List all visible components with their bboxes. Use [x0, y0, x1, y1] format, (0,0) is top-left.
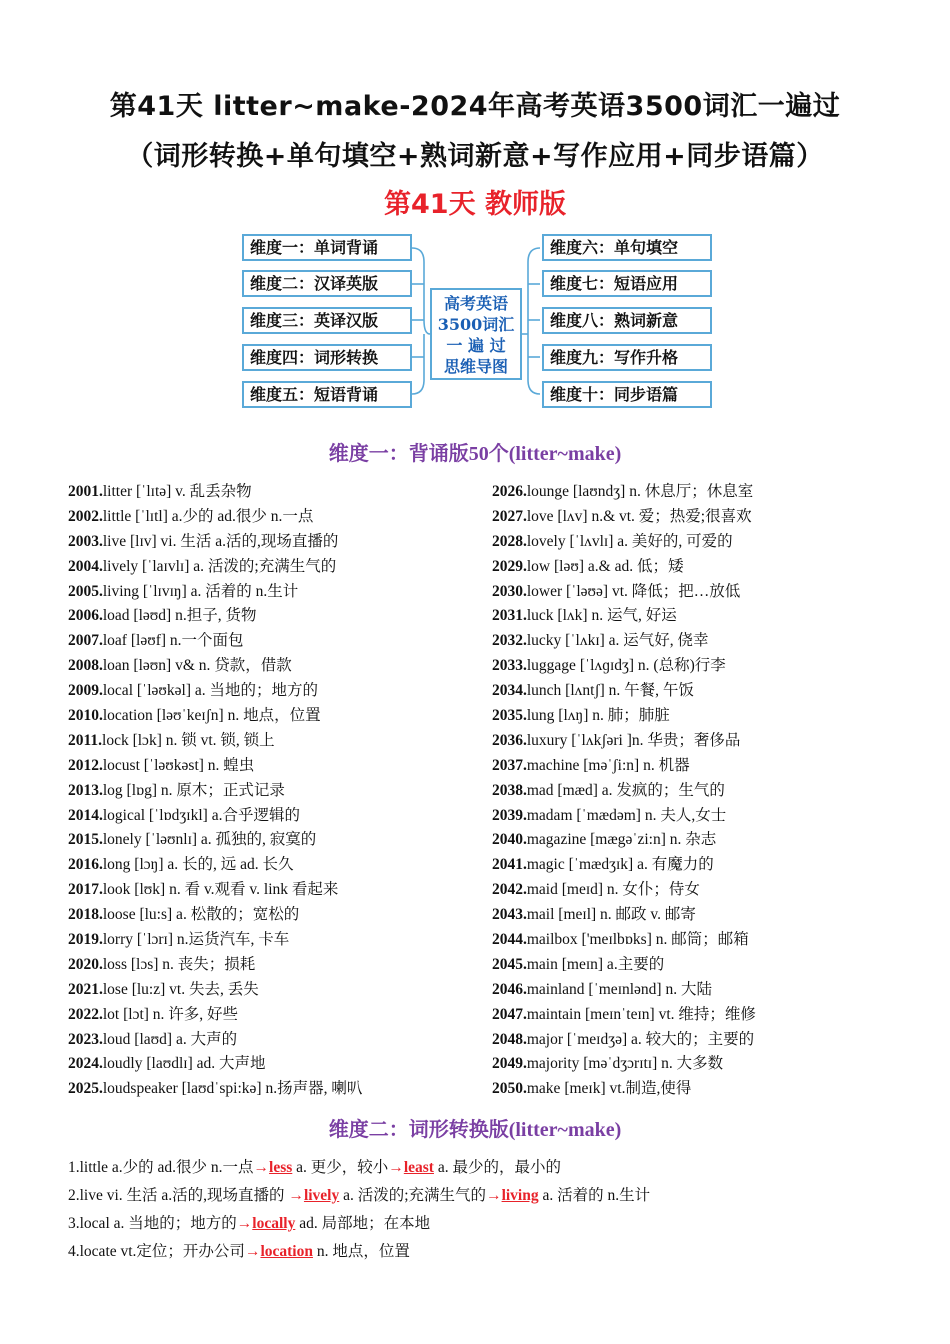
word-entry — [68, 1077, 478, 1102]
word-text: machine [məˈʃi:n] n. 机器 — [526, 756, 690, 774]
mindmap-node-10: 维度十：同步语篇 — [542, 381, 712, 408]
conversion-line — [68, 1154, 928, 1182]
word-entry — [492, 978, 912, 1003]
word-text: low [ləʊ] a.& ad. 低；矮 — [526, 557, 684, 575]
word-number: 2008. — [68, 657, 103, 675]
word-number: 2022. — [68, 1005, 103, 1023]
word-number: 2026. — [492, 483, 527, 500]
word-entry — [68, 853, 478, 878]
word-text: live [lɪv] vi. 生活 a.活的,现场直播的 — [102, 532, 339, 550]
word-number: 2016. — [68, 856, 103, 874]
word-text: mainland [ˈmeɪnlənd] n. 大陆 — [526, 980, 712, 998]
word-entry — [492, 779, 912, 804]
word-text: mailbox ['meɪlbɒks] n. 邮筒；邮箱 — [526, 931, 749, 949]
word-text: maid [meɪd] n. 女仆；侍女 — [526, 881, 700, 899]
word-text: major [ˈmeɪdʒə] a. 较大的；主要的 — [526, 1030, 755, 1048]
word-text: lose [lu:z] vt. 失去, 丢失 — [102, 980, 259, 998]
mindmap-center-line: 高考英语 — [443, 294, 508, 313]
word-text: lonely [ˈləʊnlɪ] a. 孤独的, 寂寞的 — [102, 831, 317, 849]
word-text: magazine [mægəˈzi:n] n. 杂志 — [526, 831, 717, 849]
word-number: 2038. — [492, 781, 527, 799]
word-entry — [68, 555, 478, 580]
word-entry — [492, 1052, 912, 1077]
word-number: 2005. — [68, 582, 103, 600]
word-entry — [68, 505, 478, 530]
word-entry — [68, 679, 478, 704]
word-number: 2046. — [492, 980, 527, 998]
word-entry — [492, 754, 912, 779]
word-number: 2004. — [68, 557, 103, 575]
mindmap-node-6: 维度六：单句填空 — [542, 234, 712, 261]
mindmap-node-2: 维度二：汉译英版 — [242, 270, 412, 297]
word-entry — [68, 604, 478, 629]
word-text: make [meɪk] vt.制造,使得 — [526, 1080, 692, 1098]
word-entry — [68, 1052, 478, 1077]
word-number: 2036. — [492, 731, 527, 749]
conversion-line — [68, 1238, 928, 1266]
word-text: luck [lʌk] n. 运气, 好运 — [526, 607, 677, 625]
word-number: 2018. — [68, 906, 103, 924]
word-entry — [68, 480, 478, 505]
word-text: mail [meɪl] n. 邮政 v. 邮寄 — [526, 906, 696, 924]
word-text: lower [ˈləʊə] vt. 降低；把…放低 — [526, 582, 741, 600]
word-number: 2003. — [68, 532, 103, 550]
conversion-source: 3.local a. 当地的；地方的 — [68, 1215, 237, 1232]
word-number: 2009. — [68, 682, 103, 700]
mindmap-center — [430, 288, 522, 380]
conversion-meaning: ad. 局部地；在本地 — [295, 1215, 431, 1232]
word-number: 2039. — [492, 806, 527, 824]
word-entry — [492, 580, 912, 605]
word-entry — [68, 828, 478, 853]
word-text: loud [laʊd] a. 大声的 — [102, 1030, 238, 1048]
mindmap-node-8: 维度八：熟词新意 — [542, 307, 712, 334]
word-text: lounge [laʊndʒ] n. 休息厅；休息室 — [526, 483, 754, 500]
word-number: 2025. — [68, 1080, 103, 1098]
word-number: 2030. — [492, 582, 527, 600]
word-entry — [492, 604, 912, 629]
word-entry — [68, 729, 478, 754]
word-number: 2032. — [492, 632, 527, 650]
word-text: madam [ˈmædəm] n. 夫人,女士 — [526, 806, 727, 824]
conversion-answer: living — [501, 1187, 539, 1204]
word-number: 2028. — [492, 532, 527, 550]
page-subtitle: 第41天 教师版 — [384, 189, 566, 220]
word-entry — [68, 804, 478, 829]
word-entry — [68, 629, 478, 654]
word-number: 2007. — [68, 632, 103, 650]
word-number: 2034. — [492, 682, 527, 700]
word-number: 2017. — [68, 881, 103, 899]
word-entry — [492, 953, 912, 978]
arrow-icon: → — [253, 1159, 270, 1176]
word-entry — [492, 1028, 912, 1053]
word-text: load [ləʊd] n.担子, 货物 — [102, 607, 257, 625]
word-list-right — [492, 480, 912, 1102]
word-text: lung [lʌŋ] n. 肺；肺脏 — [526, 707, 670, 725]
word-number: 2043. — [492, 906, 527, 924]
word-number: 2021. — [68, 980, 103, 998]
word-text: mad [mæd] a. 发疯的；生气的 — [526, 781, 725, 799]
word-entry — [68, 928, 478, 953]
word-entry — [68, 580, 478, 605]
word-entry — [492, 629, 912, 654]
word-number: 2019. — [68, 931, 103, 949]
conversion-answer: locally — [252, 1215, 296, 1232]
word-number: 2020. — [68, 955, 103, 973]
word-number: 2001. — [68, 483, 103, 500]
word-text: long [lɔŋ] a. 长的, 远 ad. 长久 — [102, 856, 294, 874]
mindmap-node-3: 维度三：英译汉版 — [242, 307, 412, 334]
conversion-list — [68, 1154, 928, 1266]
word-number: 2049. — [492, 1055, 527, 1073]
word-number: 2042. — [492, 881, 527, 899]
word-text: little [ˈlɪtl] a.少的 ad.很少 n.一点 — [102, 507, 314, 525]
word-number: 2013. — [68, 781, 103, 799]
word-text: loudspeaker [laʊdˈspi:kə] n.扬声器, 喇叭 — [102, 1080, 363, 1098]
word-number: 2015. — [68, 831, 103, 849]
arrow-icon: → — [244, 1243, 261, 1260]
arrow-icon: → — [236, 1215, 253, 1232]
word-entry — [68, 754, 478, 779]
word-number: 2037. — [492, 756, 527, 774]
word-text: local [ˈləʊkəl] a. 当地的；地方的 — [102, 682, 318, 700]
word-text: lucky [ˈlʌkɪ] a. 运气好, 侥幸 — [526, 632, 709, 650]
word-text: loudly [laʊdlɪ] ad. 大声地 — [102, 1055, 266, 1073]
word-entry — [492, 505, 912, 530]
word-number: 2040. — [492, 831, 527, 849]
word-text: main [meɪn] a.主要的 — [526, 955, 665, 973]
word-entry — [492, 878, 912, 903]
conversion-answer: least — [403, 1159, 434, 1176]
arrow-icon: → — [486, 1187, 502, 1204]
word-number: 2050. — [492, 1080, 527, 1098]
word-text: majority [məˈdʒɔrɪtɪ] n. 大多数 — [526, 1055, 724, 1073]
word-entry — [492, 679, 912, 704]
word-number: 2006. — [68, 607, 103, 625]
mindmap-center-line: 3500词汇 — [437, 315, 515, 334]
word-entry — [492, 828, 912, 853]
mindmap-node-5: 维度五：短语背诵 — [242, 381, 412, 408]
mindmap-node-7: 维度七：短语应用 — [542, 270, 712, 297]
word-number: 2002. — [68, 507, 103, 525]
word-entry — [68, 978, 478, 1003]
word-entry — [492, 853, 912, 878]
word-text: look [lʊk] n. 看 v.观看 v. link 看起来 — [102, 881, 339, 899]
conversion-answer: less — [269, 1159, 293, 1176]
word-number: 2033. — [492, 657, 527, 675]
word-text: lovely [ˈlʌvlɪ] a. 美好的, 可爱的 — [526, 532, 733, 550]
word-entry — [492, 654, 912, 679]
page-title-line2: （词形转换+单句填空+熟词新意+写作应用+同步语篇） — [126, 141, 824, 172]
word-number: 2041. — [492, 856, 527, 874]
word-entry — [68, 530, 478, 555]
section-heading-2: 维度二：词形转换版(litter~make) — [328, 1119, 622, 1141]
word-entry — [68, 903, 478, 928]
mindmap-center-line: 思维导图 — [443, 357, 508, 376]
word-text: loss [lɔs] n. 丧失；损耗 — [102, 955, 256, 973]
word-entry — [492, 480, 912, 505]
word-entry — [492, 928, 912, 953]
word-text: luxury [ˈlʌkʃəri ]n. 华贵；奢侈品 — [526, 731, 741, 749]
conversion-answer: location — [260, 1243, 313, 1260]
conversion-source: 2.live vi. 生活 a.活的,现场直播的 — [68, 1187, 289, 1204]
word-entry — [492, 1077, 912, 1102]
word-text: locust [ˈləʊkəst] n. 蝗虫 — [102, 756, 255, 774]
word-entry — [68, 1028, 478, 1053]
word-text: love [lʌv] n.& vt. 爱；热爱;很喜欢 — [526, 507, 752, 525]
word-number: 2044. — [492, 931, 527, 949]
arrow-icon: → — [288, 1187, 304, 1204]
word-text: maintain [meɪnˈteɪn] vt. 维持；维修 — [526, 1005, 756, 1023]
word-entry — [68, 654, 478, 679]
word-number: 2048. — [492, 1030, 527, 1048]
word-number: 2035. — [492, 707, 527, 725]
word-text: litter [ˈlɪtə] v. 乱丢杂物 — [102, 483, 252, 500]
word-entry — [492, 530, 912, 555]
word-text: lock [lɔk] n. 锁 vt. 锁, 锁上 — [102, 731, 275, 749]
page-title: 第41天 litter~make-2024年高考英语3500词汇一遍过 — [109, 91, 841, 122]
mindmap-center-line: 一 遍 过 — [446, 336, 506, 355]
word-text: log [lɒg] n. 原木；正式记录 — [102, 781, 285, 799]
conversion-source: 1.little a.少的 ad.很少 n.一点 — [68, 1159, 254, 1176]
word-text: lorry [ˈlɔrɪ] n.运货汽车, 卡车 — [102, 931, 290, 949]
word-entry — [492, 804, 912, 829]
word-entry — [492, 555, 912, 580]
word-number: 2031. — [492, 607, 527, 625]
conversion-source: 4.locate vt.定位；开办公司 — [68, 1243, 245, 1260]
word-text: living [ˈlɪvɪŋ] a. 活着的 n.生计 — [102, 582, 299, 600]
word-text: loose [lu:s] a. 松散的；宽松的 — [102, 906, 300, 924]
section-heading-1: 维度一：背诵版50个(litter~make) — [328, 443, 622, 465]
word-number: 2014. — [68, 806, 103, 824]
word-text: loan [ləʊn] v& n. 贷款，借款 — [102, 657, 292, 675]
conversion-line — [68, 1210, 928, 1238]
word-entry — [68, 1003, 478, 1028]
conversion-meaning: a. 更少，较小 — [292, 1159, 389, 1176]
word-entry — [68, 779, 478, 804]
conversion-meaning: a. 最少的，最小的 — [433, 1159, 561, 1176]
word-text: lively [ˈlaɪvlɪ] a. 活泼的;充满生气的 — [102, 557, 337, 575]
mindmap-node-9: 维度九：写作升格 — [542, 344, 712, 371]
word-number: 2023. — [68, 1030, 103, 1048]
word-entry — [68, 878, 478, 903]
word-entry — [492, 903, 912, 928]
word-number: 2029. — [492, 557, 527, 575]
word-number: 2047. — [492, 1005, 527, 1023]
word-entry — [492, 1003, 912, 1028]
word-list-left — [68, 480, 478, 1102]
conversion-line — [68, 1182, 928, 1210]
word-text: luggage [ˈlʌɡɪdʒ] n. (总称)行李 — [526, 657, 726, 675]
conversion-meaning: a. 活着的 n.生计 — [538, 1187, 651, 1204]
mindmap-node-1: 维度一：单词背诵 — [242, 234, 412, 261]
mindmap-node-4: 维度四：词形转换 — [242, 344, 412, 371]
word-text: lunch [lʌntʃ] n. 午餐, 午饭 — [526, 682, 694, 700]
arrow-icon: → — [388, 1159, 404, 1176]
word-text: logical [ˈlɒdʒɪkl] a.合乎逻辑的 — [102, 806, 300, 824]
word-entry — [492, 729, 912, 754]
word-entry — [492, 704, 912, 729]
word-number: 2011. — [68, 731, 103, 749]
word-text: location [ləʊˈkeɪʃn] n. 地点，位置 — [102, 707, 321, 725]
conversion-meaning: a. 活泼的;充满生气的 — [339, 1187, 487, 1204]
word-text: lot [lɔt] n. 许多, 好些 — [102, 1005, 239, 1023]
word-entry — [68, 704, 478, 729]
conversion-answer: lively — [303, 1187, 340, 1204]
word-number: 2010. — [68, 707, 103, 725]
word-text: loaf [ləʊf] n.一个面包 — [102, 632, 244, 650]
word-number: 2012. — [68, 756, 103, 774]
word-number: 2027. — [492, 507, 527, 525]
word-number: 2045. — [492, 955, 527, 973]
conversion-meaning: n. 地点，位置 — [312, 1243, 410, 1260]
word-number: 2024. — [68, 1055, 103, 1073]
word-entry — [68, 953, 478, 978]
word-text: magic [ˈmædʒɪk] a. 有魔力的 — [526, 856, 714, 874]
